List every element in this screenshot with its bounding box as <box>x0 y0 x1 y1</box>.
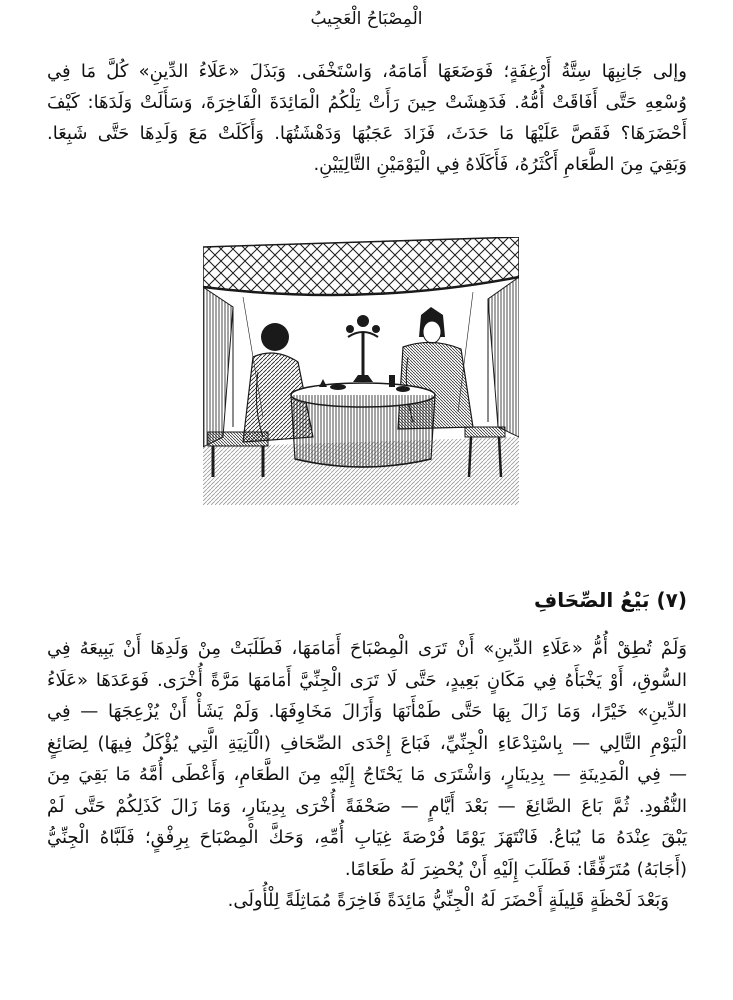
dining-scene-illustration <box>203 237 519 505</box>
text-line: وَبَعْدَ لَحْظَةٍ قَلِيلَةٍ أَحْضَرَ لَهُ الْجِنِّيُّ مَائِدَةً فَاخِرَةً مُمَاثِلَةً لِلْأُولَى. <box>227 890 669 911</box>
text-line: أَحْضَرَهَا؟ فَقَصَّ عَلَيْهَا مَا حَدَثَ، فَزَادَ عَجَبُهَا وَدَهْشَتُهَا. وَأَكَلَتْ مَعَ وَلَدِهَا حَتَّى شَبِعَا. <box>47 123 687 144</box>
text-line: الْيَوْمِ التَّالِي — بِاسْتِدْعَاءِ الْجِنِّيِّ، فَبَاعَ إِحْدَى الصِّحَافِ (الْآنِيَةِ الَّتِي يُؤْكَلُ فِيهَا) لِصَائِغٍ <box>47 732 687 754</box>
paragraph-top <box>47 56 687 180</box>
text-line: الدِّينِ» خَيْرًا، وَمَا زَالَ بِهَا حَتَّى طَمْأَنَهَا وَأَزَالَ مَخَاوِفَهَا. وَلَمْ يَشَأْ أَنْ يُزْعِجَهَا — فِي <box>47 701 687 722</box>
text-line: وإلى جَانِبِهَا سِتَّةُ أَرْغِفَةٍ؛ فَوَضَعَهَا أَمَامَهُ، وَاسْتَخْفَى. وَبَذَلَ «عَلَاءُ الدِّينِ» كُلَّ مَا فِي <box>47 61 687 82</box>
text-line: يَبْقَ عِنْدَهُ مَا يُبَاعُ. فَانْتَهَزَ يَوْمًا فُرْصَةَ غِيَابِ أُمِّهِ، وَحَكَّ الْمِصْبَاحَ بِرِفْقٍ؛ فَلَبَّاهُ الْجِنِّيُّ <box>47 827 687 848</box>
text-line: — فِي الْمَدِينَةِ — بِدِينَارٍ، وَاشْتَرَى مَا يَحْتَاجُ إِلَيْهِ مِنَ الطَّعَامِ، وَأَعْطَى أُمَّهُ مَا بَقِيَ مِنَ <box>47 764 687 785</box>
paragraph-bottom <box>47 633 687 917</box>
text-line: وُسْعِهِ حَتَّى أَفَاقَتْ أُمُّهُ. فَدَهِشَتْ حِينَ رَأَتْ تِلْكُمُ الْمَائِدَةَ الْفَاخِرَةَ، وَسَأَلَتْ وَلَدَهَا: كَيْفَ <box>47 92 687 113</box>
text-line: النُّقُودِ. ثُمَّ بَاعَ الصَّائِغَ — بَعْدَ أَيَّامٍ — صَحْفَةً أُخْرَى بِدِينَارٍ، وَمَا زَالَ كَذَلِكُمْ حَتَّى لَمْ <box>47 795 687 817</box>
running-header-title: الْمِصْبَاحُ الْعَجِيبُ <box>310 9 423 29</box>
engraving-illustration <box>203 237 519 505</box>
section-heading: (٧) بَيْعُ الصِّحَافِ <box>534 588 687 612</box>
text-line: السُّوقِ، أَوْ يَخْبَأَهُ فِي مَكَانٍ بَعِيدٍ، حَتَّى لَا تَرَى الْجِنِّيَّ أَمَامَهَا مَرَّةً أُخْرَى. فَوَعَدَهَا «عَلَاءُ <box>47 669 687 691</box>
text-line: وَلَمْ تُطِقْ أُمُّ «عَلَاءِ الدِّينِ» أَنْ تَرَى الْمِصْبَاحَ أَمَامَهَا، فَطَلَبَتْ مِنْ وَلَدِهَا أَنْ يَبِيعَهُ فِي <box>47 638 687 659</box>
text-line: وَبَقِيَ مِنَ الطَّعَامِ أَكْثَرُهُ، فَأَكَلَاهُ فِي الْيَوْمَيْنِ التَّالِيَيْنِ. <box>313 154 687 175</box>
text-line: (أَجَابَهُ) مُتَرَفِّقًا: فَطَلَبَ إِلَيْهِ أَنْ يُحْضِرَ لَهُ طَعَامًا. <box>344 858 687 880</box>
